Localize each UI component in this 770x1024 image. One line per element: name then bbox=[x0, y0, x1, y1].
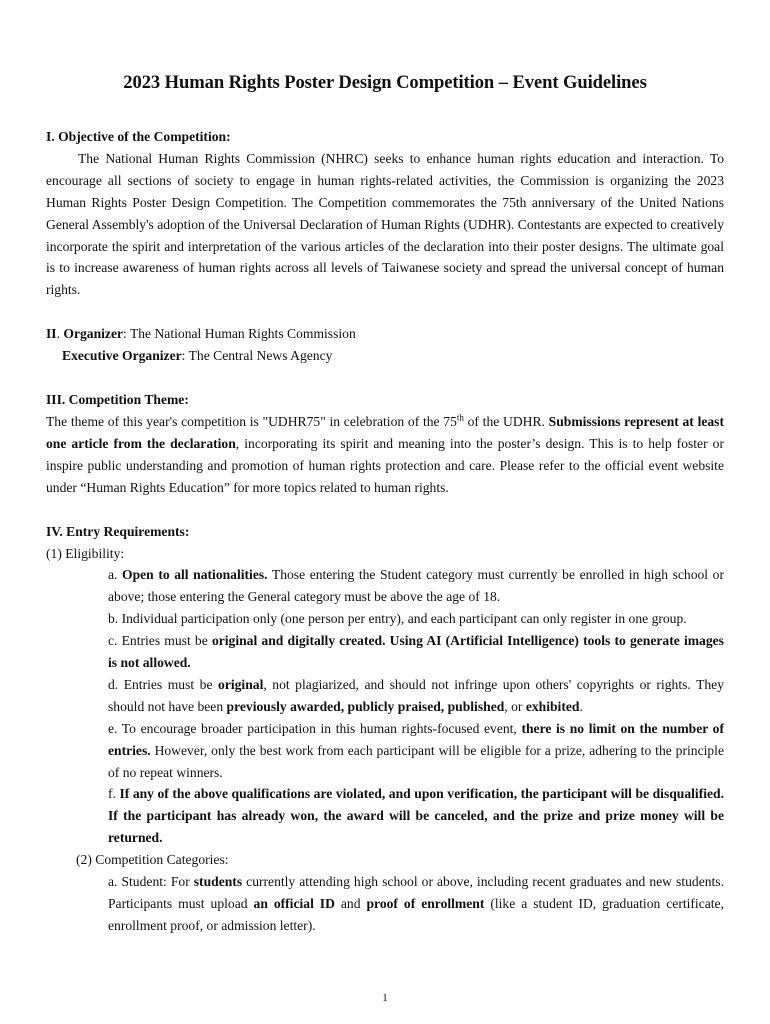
document-title: 2023 Human Rights Poster Design Competition – Event Guidelines bbox=[123, 72, 647, 93]
theme-text-b: of the UDHR. bbox=[463, 413, 549, 429]
theme-bold: Submissions represent at least one article from the declaration bbox=[46, 413, 724, 451]
eligibility-item-a bbox=[46, 564, 724, 608]
student-prefix: a. Student: For bbox=[108, 874, 194, 890]
eligibility-item-b: b. Individual participation only (one person per entry), and each participant can only register in one group. bbox=[108, 611, 687, 627]
theme-superscript: th bbox=[456, 412, 464, 423]
organizer-value: : The National Human Rights Commission bbox=[123, 326, 356, 342]
section-3-body bbox=[46, 411, 724, 499]
eligibility-item-f bbox=[46, 783, 724, 849]
section-4-heading: IV. Entry Requirements: bbox=[46, 523, 190, 539]
organizer-line: II. Organizer: The National Human Rights Commission bbox=[46, 326, 356, 342]
page-number: 1 bbox=[382, 992, 388, 1004]
item-d-prefix: d. Entries must be bbox=[108, 676, 219, 692]
student-end: (like a student ID, graduation certificate, enrollment proof, or admission letter). bbox=[108, 896, 724, 933]
item-d-bold-awarded: previously awarded, publicly praised, published bbox=[226, 698, 505, 714]
eligibility-label: (1) Eligibility: bbox=[46, 545, 125, 561]
eligibility-item-c bbox=[46, 630, 724, 674]
section-3-heading: III. Competition Theme: bbox=[46, 392, 189, 408]
student-mid: currently attending high school or above, including recent graduates and new students. Participants must upload bbox=[108, 874, 724, 911]
student-mid2: and bbox=[334, 896, 367, 911]
document-body bbox=[46, 70, 724, 937]
student-bold-id: an official ID bbox=[253, 896, 335, 911]
executive-organizer-value: : The Central News Agency bbox=[181, 348, 333, 364]
student-bold-enrollment: proof of enrollment bbox=[366, 896, 485, 911]
item-d-mid2: , or bbox=[504, 698, 526, 714]
theme-text-a: The theme of this year's competition is "UDHR75" in celebration of the 75 bbox=[46, 413, 457, 429]
item-a-prefix: a. bbox=[108, 567, 123, 583]
item-c-prefix: c. Entries must be bbox=[108, 633, 212, 649]
theme-text-c: , incorporating its spirit and meaning into the poster’s design. This is to help foster or inspire public understanding and promotion of human rights protection and care. Please refer to the official event website under “Human Rights Education” for more topics related to human rights. bbox=[46, 435, 724, 495]
categories-label: (2) Competition Categories: bbox=[76, 852, 229, 868]
section-1-heading: I. Objective of the Competition: bbox=[46, 129, 231, 144]
item-d-end: . bbox=[579, 698, 583, 714]
executive-organizer-label: Executive Organizer bbox=[62, 348, 182, 364]
item-d-bold-exhibited: exhibited bbox=[525, 698, 580, 714]
item-c-bold: original and digitally created. Using AI (Artificial Intelligence) tools to generate images is not allowed. bbox=[108, 633, 724, 671]
item-f-bold: If any of the above qualifications are violated, and upon verification, the participant will be disqualified. If the participant has already won, the award will be canceled, and the prize and prize money will be returned. bbox=[108, 786, 724, 846]
section-1-body: The National Human Rights Commission (NHRC) seeks to enhance human rights education and interaction. To encourage all sections of society to engage in human rights-related activities, the Commission is organizing the 2023 Human Rights Poster Design Competition. The Competition commemorates the 75th anniversary of the United Nations General Assembly's adoption of the Universal Declaration of Human Rights (UDHR). Contestants are expected to creatively incorporate the spirit and interpretation of the various articles of the declaration into their poster designs. The ultimate goal is to increase awareness of human rights across all levels of Taiwanese society and spread the universal concept of human rights. bbox=[46, 150, 724, 298]
student-bold-students: students bbox=[193, 874, 243, 890]
item-e-rest: However, only the best work from each participant will be eligible for a prize, adhering to the principle of no repeat winners. bbox=[108, 742, 724, 780]
item-d-bold-original: original bbox=[218, 676, 264, 692]
organizer-label: Organizer bbox=[63, 326, 124, 342]
category-student bbox=[46, 871, 724, 937]
item-a-rest: Those entering the Student category must currently be enrolled in high school or above; those entering the General category must be above the age of 18. bbox=[108, 567, 724, 605]
eligibility-item-d bbox=[46, 674, 724, 718]
item-e-prefix: e. To encourage broader participation in this human rights-focused event, bbox=[108, 720, 522, 736]
item-f-prefix: f. bbox=[108, 786, 120, 802]
item-d-mid: , not plagiarized, and should not infringe upon others' copyrights or rights. They should not have been bbox=[108, 676, 724, 714]
executive-organizer-line bbox=[46, 345, 724, 367]
item-a-bold: Open to all nationalities. bbox=[122, 567, 268, 583]
item-e-bold: there is no limit on the number of entries. bbox=[108, 720, 724, 758]
section-2-numeral: II bbox=[46, 326, 57, 342]
eligibility-item-e bbox=[46, 718, 724, 784]
